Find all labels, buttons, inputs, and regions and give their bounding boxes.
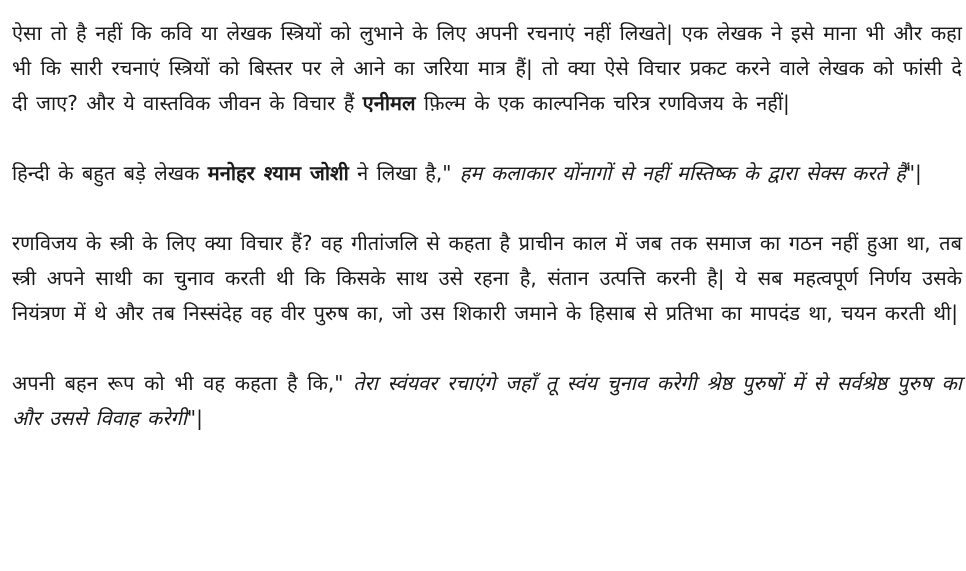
article-body bbox=[12, 16, 962, 436]
film-title: एनीमल bbox=[362, 91, 416, 115]
text-segment: ऐसा तो है नहीं कि कवि या लेखक स्त्रियों को लुभाने के लिए अपनी रचनाएं नहीं लिखते| एक लेखक ने इसे माना भी और कहा भी कि सारी रचनाएं स्त्रियों को बिस्तर पर ले आने का जरिया मात्र हैं| तो क्या ऐसे विचार प्रकट करने वाले लेखक को फांसी दे दी जाए? और ये वास्तविक जीवन के विचार हैं bbox=[12, 21, 962, 115]
text-segment: अपनी बहन रूप को भी वह कहता है कि," bbox=[12, 371, 344, 395]
text-segment: रणविजय के स्त्री के लिए क्या विचार हैं? वह गीतांजलि से कहता है प्राचीन काल में जब तक समाज का गठन नहीं हुआ था, तब स्त्री अपने साथी का चुनाव करती थी कि किसके साथ उसे रहना है, संतान उत्पत्ति करनी है| ये सब महत्वपूर्ण निर्णय उसके नियंत्रण में थे और तब निस्संदेह वह वीर पुरुष का, जो उस शिकारी जमाने के हिसाब से प्रतिभा का मापदंड था, चयन करती थी| bbox=[12, 231, 962, 325]
paragraph-4 bbox=[12, 366, 962, 436]
text-segment: "| bbox=[905, 161, 922, 185]
paragraph-1 bbox=[12, 16, 962, 121]
text-segment: हिन्दी के बहुत बड़े लेखक bbox=[12, 161, 208, 185]
paragraph-2 bbox=[12, 156, 962, 191]
text-segment: फ़िल्म के एक काल्पनिक चरित्र रणविजय के नहीं| bbox=[415, 91, 790, 115]
quote-text: हम कलाकार योंनागों से नहीं मस्तिष्क के द्वारा सेक्स करते हैं bbox=[451, 161, 906, 185]
author-name: मनोहर श्याम जोशी bbox=[207, 161, 349, 185]
quote-text: तेरा स्वंयवर रचाएंगे जहाँ तू स्वंय चुनाव करेगी श्रेष्ठ पुरुषों में से सर्वश्रेष्ठ पुरुष का और उससे विवाह करेगी bbox=[12, 371, 962, 430]
paragraph-3 bbox=[12, 226, 962, 331]
text-segment: ने लिखा है," bbox=[348, 161, 452, 185]
text-segment: "| bbox=[186, 406, 203, 430]
